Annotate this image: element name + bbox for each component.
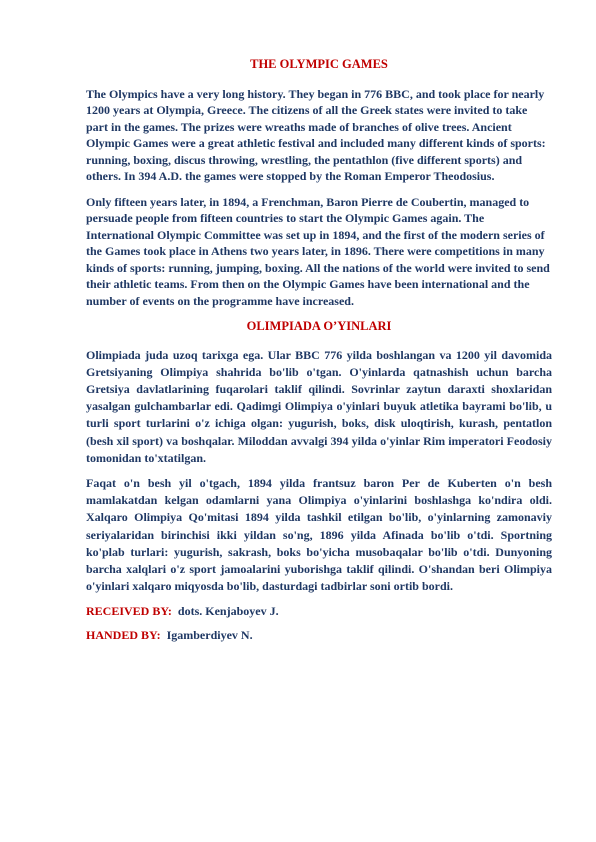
handed-by-name: Igamberdiyev N.: [166, 628, 253, 643]
title-uzbek: OLIMPIADA O’YINLARI: [246, 319, 392, 333]
paragraph-uzbek-2: Faqat o'n besh yil o'tgach, 1894 yilda frantsuz baron Per de Kuberten o'n besh mamlakatdan kelgan odamlarni yana Olimpiya o'yinlarini boshlashga ko'ndira oldi. Xalqaro Olimpiya Qo'mitasi 1894 yilda tashkil etilgan bo'lib, o'yinlarning zamonaviy seriyalaridan birinchisi ikki yildan so'ng, 1896 yilda Afinada bo'lib o'tdi. Sportning ko'plab turlari: yugurish, sakrash, boks bo'yicha musobaqalar bo'lib o'tdi. Dunyoning barcha xalqlari o'z sport jamoalarini yuborishga taklif qilindi. O'shandan beri Olimpiya o'yinlari xalqaro miqyosda bo'lib, dasturdagi tadbirlar soni ortib bordi.: [86, 475, 552, 594]
handed-by-line: [86, 627, 552, 643]
received-by-label: RECEIVED BY:: [86, 604, 172, 619]
received-by-line: [86, 603, 552, 619]
document-page: [86, 56, 552, 643]
handed-by-label: HANDED BY:: [86, 628, 161, 643]
title-english: THE OLYMPIC GAMES: [250, 57, 388, 71]
paragraph-english-2: Only fifteen years later, in 1894, a Frenchman, Baron Pierre de Coubertin, managed to persuade people from fifteen countries to start the Olympic Games again. The International Olympic Committee was set up in 1894, and the first of the modern series of the Games took place in Athens two years later, in 1896. There were competitions in many kinds of sports: running, jumping, boxing. All the nations of the world were invited to send their athletic teams. From then on the Olympic Games have been international and the number of events on the programme have increased.: [86, 194, 550, 308]
paragraph-english-1: The Olympics have a very long history. They began in 776 BBC, and took place for nearly 1200 years at Olympia, Greece. The citizens of all the Greek states were invited to take part in the games. The prizes were wreaths made of branches of olive trees. Ancient Olympic Games were a great athletic festival and included many different kinds of sports: running, boxing, discus throwing, wrestling, the pentathlon (five different sports) and others. In 394 A.D. the games were stopped by the Roman Emperor Theodosius.: [86, 86, 546, 183]
paragraph-uzbek-1: Olimpiada juda uzoq tarixga ega. Ular BBC 776 yilda boshlangan va 1200 yil davomida Gretsiyaning Olimpiya shahrida bo'lib o'tgan. O'yinlarda qatnashish uchun barcha Gretsiya davlatlarining fuqarolari taklif qilindi. Sovrinlar zaytun daraxti shoxlaridan yasalgan gulchambarlar edi. Qadimgi Olimpiya o'yinlari buyuk atletika bayrami bo'lib, u turli sport turlarini o'z ichiga olgan: yugurish, boks, disk uloqtirish, kurash, pentatlon (besh xil sport) va boshqalar. Miloddan avvalgi 394 yilda o'yinlar Rim imperatori Feodosiy tomonidan to'xtatilgan.: [86, 347, 552, 465]
received-by-name: dots. Kenjaboyev J.: [177, 604, 279, 619]
